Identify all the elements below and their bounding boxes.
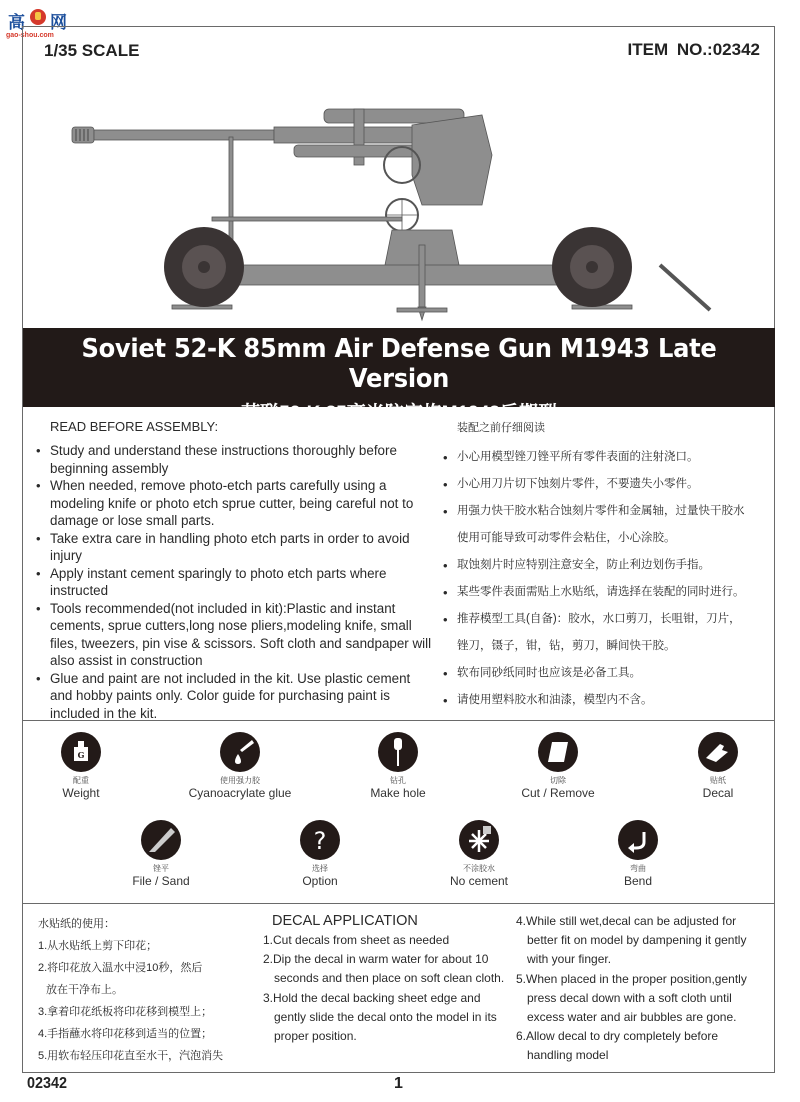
decal-step: 1.Cut decals from sheet as needed	[263, 933, 450, 947]
logo-char-1: 高	[8, 13, 25, 32]
logo-domain: gao-shou.com	[6, 32, 54, 39]
decal-step: 3.Hold the decal backing sheet edge and gently slide the decal onto the model in its proper position.	[263, 990, 497, 1044]
decal-heading: DECAL APPLICATION	[272, 913, 418, 929]
section-divider	[23, 903, 775, 904]
title-chinese: 苏联52-K 85毫米防空炮M1943后期型	[241, 403, 557, 424]
symbol-glue	[170, 732, 310, 800]
read-before-chinese	[442, 419, 772, 714]
symbol-label-en: No cement	[449, 874, 509, 888]
symbol-label-en: Weight	[62, 786, 100, 800]
item-number: ITEM NO.:02342	[627, 40, 760, 59]
instruction-item: • Study and understand these instructions thoroughly before beginning assembly	[35, 442, 435, 477]
svg-text:?: ?	[313, 827, 327, 855]
instruction-item-cn: • 用强力快干胶水粘合蚀刻片零件和金属轴，过量快干胶水	[442, 498, 772, 525]
symbol-no-cement	[409, 820, 549, 888]
decal-instructions-en-1	[263, 913, 523, 1046]
instruction-item-cn: • 推荐模型工具(自备)：胶水，水口剪刀，长咀钳，刀片，	[442, 606, 772, 633]
symbol-label-en: Make hole	[370, 786, 426, 800]
decal-step-cn: 2.将印花放入温水中浸10秒，然后	[38, 962, 203, 974]
instruction-item: • Apply instant cement sparingly to photo etch parts where instructed	[35, 565, 435, 600]
decal-step: 5.When placed in the proper position,gently press decal down with a soft cloth until excess water and air bubbles are gone.	[516, 971, 747, 1025]
symbol-weight	[11, 732, 151, 800]
svg-text:G: G	[77, 750, 85, 760]
no-cement-icon	[459, 820, 499, 860]
symbol-label-cn: 锉平	[153, 864, 169, 873]
symbol-label-cn: 不涂胶水	[463, 864, 495, 873]
symbol-label-cn: 配重	[73, 776, 89, 785]
decal-heading-cn: 水贴纸的使用：	[38, 918, 115, 930]
decal-instructions-cn	[38, 913, 223, 1067]
option-icon	[300, 820, 340, 860]
instruction-item-cn-cont: 锉刀，镊子，钳，钻，剪刀，瞬间快干胶。	[457, 640, 676, 652]
symbol-label-en: Cut / Remove	[521, 786, 595, 800]
symbols-legend	[23, 720, 775, 900]
symbol-drill	[328, 732, 468, 800]
logo-char-2: 网	[50, 13, 67, 32]
decal-step: 6.Allow decal to dry completely before handling model	[516, 1029, 719, 1063]
read-before-assembly-section	[23, 407, 775, 720]
title-english: Soviet 52-K 85mm Air Defense Gun M1943 Late Version	[81, 334, 717, 394]
decal-step-cn: 5.用软布轻压印花直至水干，汽泡消失	[38, 1050, 224, 1062]
symbol-label-en: Bend	[623, 874, 653, 888]
symbol-label-cn: 切除	[550, 776, 566, 785]
symbol-option	[250, 820, 390, 888]
symbol-label-en: Option	[302, 874, 338, 888]
symbol-label-en: Decal	[702, 786, 734, 800]
decal-step-cn: 4.手指蘸水将印花移到适当的位置；	[38, 1028, 213, 1040]
symbol-cut	[488, 732, 628, 800]
cut-icon	[538, 732, 578, 772]
file-icon	[141, 820, 181, 860]
page-number: 1	[394, 1075, 403, 1092]
symbol-label-cn: 贴纸	[710, 776, 726, 785]
drill-icon	[378, 732, 418, 772]
decal-step: 4.While still wet,decal can be adjusted for better fit on model by dampening it gently with your finger.	[516, 914, 747, 967]
weight-icon	[61, 732, 101, 772]
decal-icon	[698, 732, 738, 772]
decal-step-cn: 1.从水贴纸上剪下印花；	[38, 940, 158, 952]
read-before-english	[35, 419, 435, 722]
bend-icon	[618, 820, 658, 860]
decal-application-section	[23, 905, 775, 1072]
symbol-label-cn: 选择	[312, 864, 328, 873]
symbol-decal	[648, 732, 788, 800]
scale-label: 1/35 SCALE	[44, 41, 140, 60]
symbol-label-cn: 弯曲	[630, 864, 646, 873]
instruction-item: • Tools recommended(not included in kit):Plastic and instant cements, sprue cutters,long nose pliers,modeling knife, small files, tweezers, pin vise & scissors. Soft cloth and sandpaper will also assist in construction	[35, 600, 435, 670]
gun-illustration	[62, 95, 732, 325]
symbol-label-cn: 使用强力胶	[220, 776, 260, 785]
instruction-item-cn: • 某些零件表面需贴上水贴纸，请选择在装配的同时进行。	[442, 579, 772, 606]
instruction-item: • Glue and paint are not included in the kit. Use plastic cement and hobby paints only. Color guide for purchasing paint is included in the kit.	[35, 670, 435, 723]
symbol-label-en: File / Sand	[132, 874, 190, 888]
instruction-item: • When needed, remove photo-etch parts carefully using a modeling knife or photo etch sprue cutter, being careful not to damage or lose small parts.	[35, 477, 435, 530]
symbol-file	[91, 820, 231, 888]
instruction-item-cn-cont: 使用可能导致可动零件会粘住，小心涂胶。	[457, 532, 676, 544]
instruction-item-cn: • 小心用模型锉刀锉平所有零件表面的注射浇口。	[442, 444, 772, 471]
decal-step-cn: 3.拿着印花纸板将印花移到模型上；	[38, 1006, 213, 1018]
instruction-item: • Take extra care in handling photo etch parts in order to avoid injury	[35, 530, 435, 565]
glue-icon	[220, 732, 260, 772]
thumbs-up-icon	[30, 9, 46, 25]
title-banner	[23, 328, 775, 424]
read-before-heading-cn: 装配之前仔细阅读	[457, 422, 545, 434]
symbol-label-en: Cyanoacrylate glue	[188, 786, 292, 800]
decal-step: 2.Dip the decal in warm water for about 10 seconds and then place on soft clean cloth.	[263, 952, 505, 986]
read-before-heading: READ BEFORE ASSEMBLY:	[50, 419, 219, 434]
symbol-label-cn: 钻孔	[390, 776, 406, 785]
footer-item-code: 02342	[27, 1075, 68, 1092]
instruction-item-cn: • 取蚀刻片时应特别注意安全，防止利边划伤手指。	[442, 552, 772, 579]
symbol-bend	[568, 820, 708, 888]
decal-step-cn: 放在干净布上。	[46, 984, 123, 996]
instruction-item-cn: • 小心用刀片切下蚀刻片零件，不要遗失小零件。	[442, 471, 772, 498]
instruction-item-cn: • 软布同砂纸同时也应该是必备工具。	[442, 660, 772, 687]
instruction-item-cn: • 请使用塑料胶水和油漆，模型内不含。	[442, 687, 772, 714]
decal-instructions-en-2	[516, 912, 772, 1066]
